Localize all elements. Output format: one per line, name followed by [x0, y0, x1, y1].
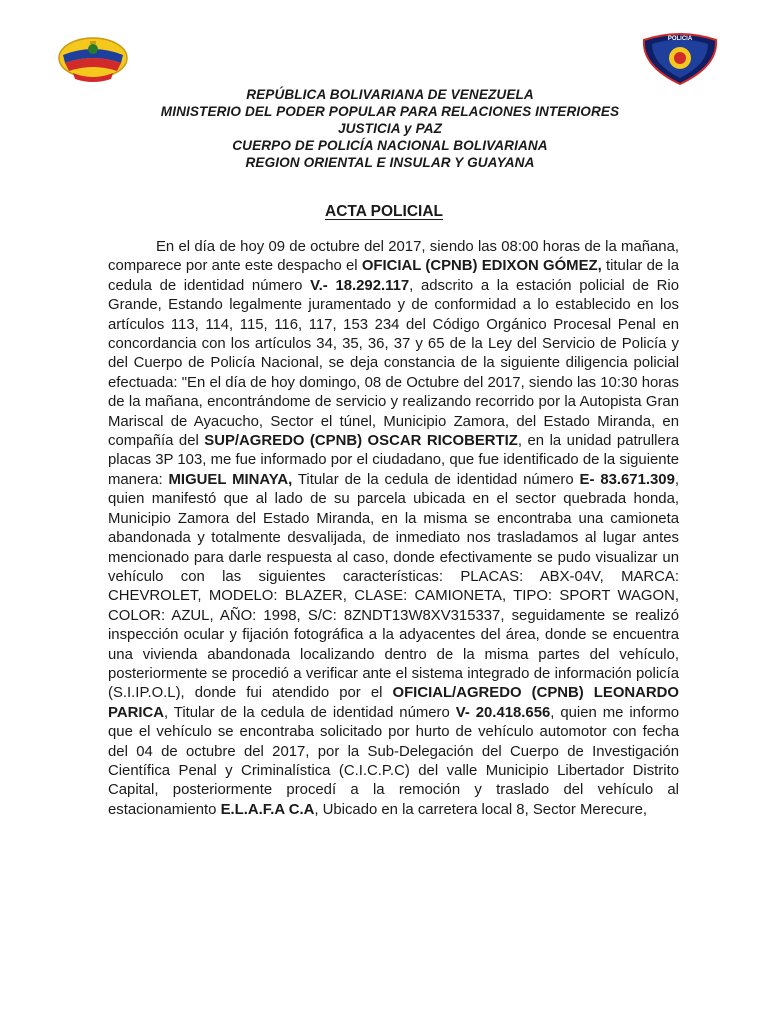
document-header — [100, 86, 680, 171]
paragraph-segment: , adscrito a la estación policial de Rio Grande, Estando legalmente juramentado y de conformidad a lo establecido en los artículos 113, 114, 115, 116, 117, 153 234 del Código Orgánico Procesal Penal en concordancia con los artículos 34, 35, 36, 37 y 65 de la Ley del Servicio de Policía y del Cuerpo de Policía Nacional, se deja constancia de la siguiente diligencia policial efectuada: "En el día de hoy domingo, 08 de Octubre del 2017, siendo las 10:30 horas de la mañana, encontrándome de servicio y realizando recorrido por la Autopista Gran Mariscal de Ayacucho, Sector el túnel, Municipio Zamora, del Estado Miranda, en compañía del — [108, 277, 679, 450]
venezuela-coat-of-arms-icon — [55, 33, 131, 83]
paragraph-segment: En el día de hoy 09 de octubre del 2017, siendo las 08:00 horas de la mañana, comparece por ante este despacho el — [108, 239, 679, 275]
paragraph-bold-segment: SUP/AGREDO (CPNB) OSCAR RICOBERTIZ — [204, 433, 518, 450]
report-paragraph — [108, 238, 679, 820]
document-title: ACTA POLICIAL — [325, 203, 443, 220]
paragraph-bold-segment: E- 83.671.309 — [579, 471, 675, 488]
report-body — [108, 238, 679, 820]
header-line-ministry: MINISTERIO DEL PODER POPULAR PARA RELACIONES INTERIORES — [160, 104, 620, 119]
paragraph-bold-segment: OFICIAL/AGREDO (CPNB) LEONARDO PARICA — [108, 685, 680, 721]
paragraph-segment: , quien me informo que el vehículo se encontraba solicitado por hurto de vehículo automotor con fecha del 04 de octubre del 2017, por la Sub-Delegación del Cuerpo de Investigación Científica Penal y Criminalística (C.I.C.P.C) del valle Municipio Libertador Distrito Capital, posteriormente procedí a la remoción y traslado del vehículo al estacionamiento — [108, 704, 680, 818]
header-line-region: REGION ORIENTAL E INSULAR Y GUAYANA — [245, 155, 535, 170]
header-line-justice: JUSTICIA y PAZ — [337, 121, 443, 136]
document-title-container — [0, 203, 768, 221]
paragraph-bold-segment: MIGUEL MINAYA, — [168, 471, 293, 488]
paragraph-bold-segment: E.L.A.F.A C.A — [220, 801, 315, 818]
paragraph-segment: titular de la cedula de identidad número — [108, 258, 679, 294]
paragraph-segment: , en la unidad patrullera placas 3P 103, me fue informado por el ciudadano, que fue identificado de la siguiente manera: — [108, 433, 679, 488]
policia-badge-icon — [638, 30, 722, 86]
paragraph-segment: , Ubicado en la carretera local 8, Sector Merecure, — [314, 801, 648, 818]
header-line-republic: REPÚBLICA BOLIVARIANA DE VENEZUELA — [246, 87, 534, 102]
paragraph-bold-segment: V- 20.418.656 — [455, 704, 551, 721]
paragraph-bold-segment: OFICIAL (CPNB) EDIXON GÓMEZ, — [361, 258, 602, 275]
header-line-police-corps: CUERPO DE POLICÍA NACIONAL BOLIVARIANA — [232, 138, 548, 153]
paragraph-segment: Titular de la cedula de identidad número — [292, 471, 580, 488]
paragraph-bold-segment: V.- 18.292.117 — [310, 277, 410, 294]
badge-text: POLICIA — [667, 36, 693, 42]
paragraph-segment: , Titular de la cedula de identidad número — [163, 704, 456, 721]
paragraph-segment: , quien manifestó que al lado de su parcela ubicada en el sector quebrada honda, Municipio Zamora del Estado Miranda, en la misma se encontraba una camioneta abandonada y totalmente desvalijada, de inmediato nos trasladamos al lugar antes mencionado para darle respuesta al caso, donde efectivamente se pudo visualizar un vehículo con las siguientes características: PLACAS: ABX-04V, MARCA: CHEVROLET, MODELO: BLAZER, CLASE: CAMIONETA, TIPO: SPORT WAGON, COLOR: AZUL, AÑO: 1998, S/C: 8ZNDT13W8XV315337, seguidamente se realizó inspección ocular y fijación fotográfica a la adyacentes del área, donde se encuentra una vivienda abandonada localizando dentro de la misma partes del vehículo, posteriormente se procedió a verificar ante el sistema integrado de información policía (S.I.IP.O.L), donde fui atendido por el — [108, 471, 679, 702]
